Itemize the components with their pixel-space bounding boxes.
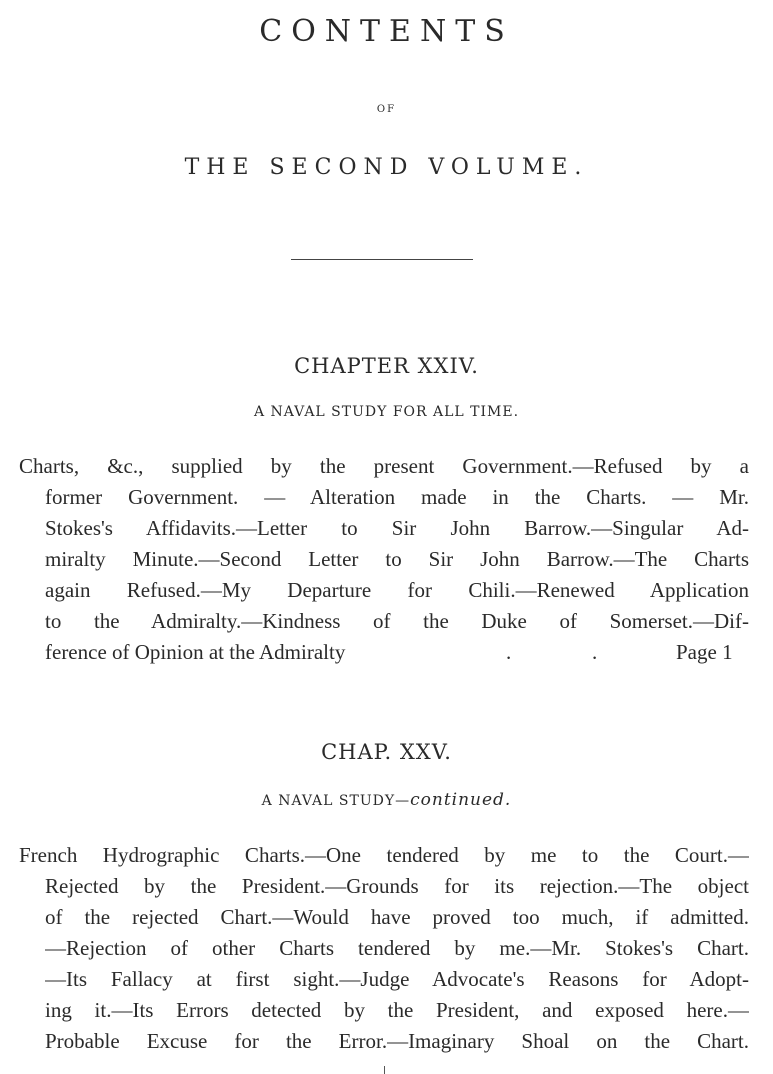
summary-line: ing it.—Its Errors detected by the President, and exposed here.— bbox=[45, 998, 749, 1022]
summary-line: French Hydrographic Charts.—One tendered by me to the Court.— bbox=[19, 843, 749, 867]
summary-line: —Its Fallacy at first sight.—Judge Advocate's Reasons for Adopt- bbox=[45, 967, 749, 991]
chapter-xxv-heading: CHAP. XXV. bbox=[321, 740, 452, 764]
summary-line: ference of Opinion at the Admiralty bbox=[45, 640, 346, 664]
summary-line: Stokes's Affidavits.—Letter to Sir John Barrow.—Singular Ad- bbox=[45, 516, 749, 540]
summary-line: Rejected by the President.—Grounds for its rejection.—The object bbox=[45, 874, 749, 898]
subtitle-plain: A NAVAL STUDY— bbox=[261, 793, 411, 809]
summary-line: again Refused.—My Departure for Chili.—Renewed Application bbox=[45, 578, 749, 602]
summary-line: to the Admiralty.—Kindness of the Duke of Somerset.—Dif- bbox=[45, 609, 749, 633]
page-reference: Page 1 bbox=[676, 640, 733, 664]
summary-line: of the rejected Chart.—Would have proved too much, if admitted. bbox=[45, 905, 749, 929]
page-fold-mark bbox=[384, 1066, 385, 1074]
title-divider bbox=[291, 259, 473, 260]
leader-dot: . bbox=[592, 640, 598, 664]
summary-line: miralty Minute.—Second Letter to Sir John Barrow.—The Charts bbox=[45, 547, 749, 571]
summary-line: Probable Excuse for the Error.—Imaginary Shoal on the Chart. bbox=[45, 1029, 749, 1053]
summary-line: Charts, &c., supplied by the present Government.—Refused by a bbox=[19, 454, 749, 478]
title-of: OF bbox=[376, 104, 397, 115]
summary-line: —Rejection of other Charts tendered by me.—Mr. Stokes's Chart. bbox=[45, 936, 749, 960]
summary-line: former Government. — Alteration made in the Charts. — Mr. bbox=[45, 485, 749, 509]
subtitle-continued: continued. bbox=[410, 790, 512, 810]
chapter-xxv-subtitle bbox=[0, 790, 773, 810]
chapter-xxiv-heading: CHAPTER XXIV. bbox=[294, 354, 479, 378]
page-title: CONTENTS bbox=[259, 14, 514, 49]
volume-subtitle: THE SECOND VOLUME. bbox=[184, 155, 589, 180]
chapter-xxiv-subtitle: A NAVAL STUDY FOR ALL TIME. bbox=[253, 404, 520, 420]
leader-dot: . bbox=[506, 640, 512, 664]
